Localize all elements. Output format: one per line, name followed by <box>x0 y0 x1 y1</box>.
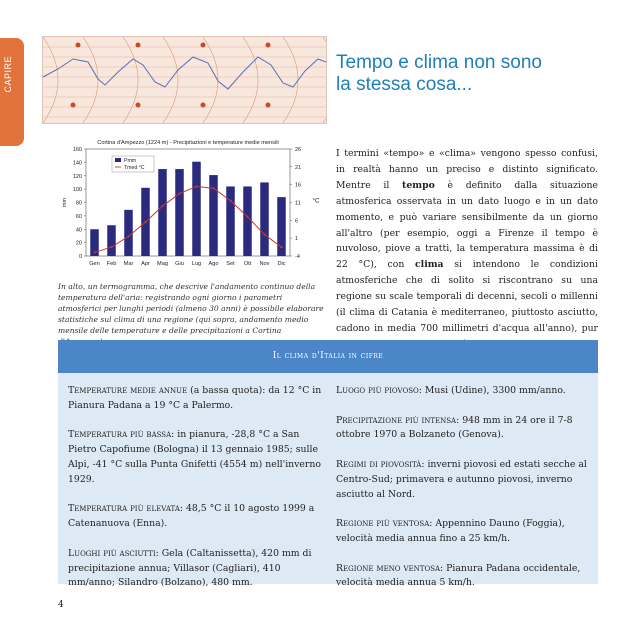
y-tick-label: 140 <box>72 160 82 167</box>
temperature-point <box>93 251 95 253</box>
page-title <box>336 52 626 96</box>
y-tick-label: 100 <box>72 187 82 194</box>
temperature-point <box>212 187 214 189</box>
title-line-1: Tempo e clima non sono <box>336 52 542 73</box>
y2-tick-label: 21 <box>295 164 302 171</box>
precip-bar <box>107 225 116 256</box>
section-tab <box>0 38 24 146</box>
precip-bar <box>192 162 201 256</box>
page-number: 4 <box>58 600 64 610</box>
x-tick-label: Nov <box>259 261 270 267</box>
temperature-point <box>127 235 129 237</box>
y2-tick-label: -4 <box>295 254 300 260</box>
legend-label-temp: Tmed °C <box>124 165 145 171</box>
fact-item: Luoghi più asciutti: Gela (Caltanissetta), 420 mm di precipitazione annua; Villasor (Cagliari), 410 mm/anno; Silandro (Bolzano), 480 mm. <box>68 547 312 589</box>
fact-item: Regione meno ventosa: Pianura Padana occidentale, velocità media annua 5 km/h. <box>336 562 581 589</box>
precip-bar <box>226 186 235 256</box>
y-tick-label: 0 <box>78 254 82 260</box>
temperature-point <box>263 233 265 235</box>
fact-item: Precipitazione più intensa: 948 mm in 24 ore il 7-8 ottobre 1970 a Bolzaneto (Genova). <box>336 414 573 441</box>
thermogram-image <box>42 36 327 124</box>
facts-box-heading: Il clima d'Italia in cifre <box>58 340 598 373</box>
temperature-point <box>144 221 146 223</box>
climate-chart <box>58 136 328 274</box>
temperature-point <box>246 216 248 218</box>
precip-bar <box>175 169 184 256</box>
y2-tick-label: 26 <box>295 147 302 153</box>
chart-title: Cortina d'Ampezzo (1224 m) - Precipitazioni e temperature medie mensili <box>97 140 279 146</box>
y-tick-label: 20 <box>75 240 82 247</box>
y2-tick-label: 16 <box>295 182 302 189</box>
title-line-2: la stessa cosa... <box>336 74 473 95</box>
x-tick-label: Giu <box>175 261 184 267</box>
y-tick-label: 160 <box>72 147 82 153</box>
temperature-point <box>110 246 112 248</box>
fact-item: Temperatura più bassa: in pianura, -28,8 °C a San Pietro Capofiume (Bologna) il 13 gennaio 1985; sulle Alpi, -41 °C sulla Punta Gnifetti (4554 m) nell'inverno 1929. <box>68 429 321 485</box>
temperature-point <box>229 200 231 202</box>
precip-bar <box>124 210 133 256</box>
x-tick-label: Lug <box>191 261 202 267</box>
fact-item: Regione più ventosa: Appennino Dauno (Foggia), velocità media annua fino a 25 km/h. <box>336 518 565 544</box>
y-tick-label: 120 <box>72 173 82 180</box>
x-tick-label: Mag <box>157 261 168 267</box>
y-tick-label: 60 <box>75 213 82 220</box>
y2-tick-label: 11 <box>295 200 301 207</box>
precip-bar <box>158 169 167 256</box>
y-tick-label: 40 <box>75 227 82 234</box>
x-tick-label: Gen <box>89 261 100 267</box>
precip-bar <box>260 182 269 256</box>
x-tick-label: Apr <box>141 261 150 267</box>
x-tick-label: Set <box>226 261 235 267</box>
temperature-point <box>280 246 282 248</box>
body-paragraph: I termini «tempo» e «clima» vengono spesso confusi, in realtà hanno un preciso e distinto significato. Mentre il tempo è definito dalla situazione atmosferica osservata in un dato luogo e in un dato momento, e può variare sensibilmente da un giorno all'altro (per esempio, oggi a Firenze il tempo è nuvoloso, piove a tratti, la temperatura massima è di 22 °C), con clima si intendono le condizioni atmosferiche che di solito si riscontrano su una regione su scale temporali di decenni, secoli o millenni (il clima di Catania è mediterraneo, piuttosto asciutto, cadono in media 700 millimetri d'acqua all'anno), pur <box>336 148 598 334</box>
chart-caption: In alto, un termogramma, che descrive l'andamento continuo della temperatura dell'aria: registrando ogni giorno i parametri atmosferici per lunghi periodi (almeno 30 anni) è possibile elaborare statistiche sul clima di una regione (qui sopra, andamento medio mensile delle temperature e delle precipitazioni a Cortina <box>58 282 324 336</box>
facts-left-column <box>68 384 323 606</box>
x-tick-label: Dic <box>277 261 286 267</box>
legend-label-precip: Pmm <box>124 158 137 164</box>
x-tick-label: Ago <box>208 261 219 267</box>
facts-right-column <box>336 384 590 606</box>
fact-item: Temperatura più elevata: 48,5 °C il 10 agosto 1999 a Catenanuova (Enna). <box>68 503 315 530</box>
x-tick-label: Ott <box>243 261 252 267</box>
y-tick-label: 80 <box>75 200 82 207</box>
y2-tick-label: 6 <box>295 218 299 225</box>
x-tick-label: Mar <box>123 261 134 267</box>
legend-swatch-precip <box>115 158 121 162</box>
fact-item: Regimi di piovosità: inverni piovosi ed estati secche al Centro-Sud; primavera e autunno piovosi, inverno asciutto al Nord. <box>336 458 587 500</box>
term-clima: clima <box>415 259 444 271</box>
precip-bar <box>243 186 252 256</box>
section-tab-label: CAPIRE <box>3 56 13 93</box>
facts-box <box>58 340 598 589</box>
x-tick-label: Feb <box>106 261 117 267</box>
temperature-point <box>161 205 163 207</box>
y-axis-label: mm <box>62 197 68 208</box>
fact-item: Luogo più piovoso: Musi (Udine), 3300 mm/anno. <box>336 385 566 396</box>
temperature-point <box>195 185 197 187</box>
fact-item: Temperature medie annue (a bassa quota): da 12 °C in Pianura Padana a 19 °C a Palermo. <box>68 385 322 411</box>
y2-axis-label: °C <box>312 198 320 205</box>
term-tempo: tempo <box>402 179 435 191</box>
y2-tick-label: 1 <box>295 236 299 243</box>
temperature-point <box>178 192 180 194</box>
